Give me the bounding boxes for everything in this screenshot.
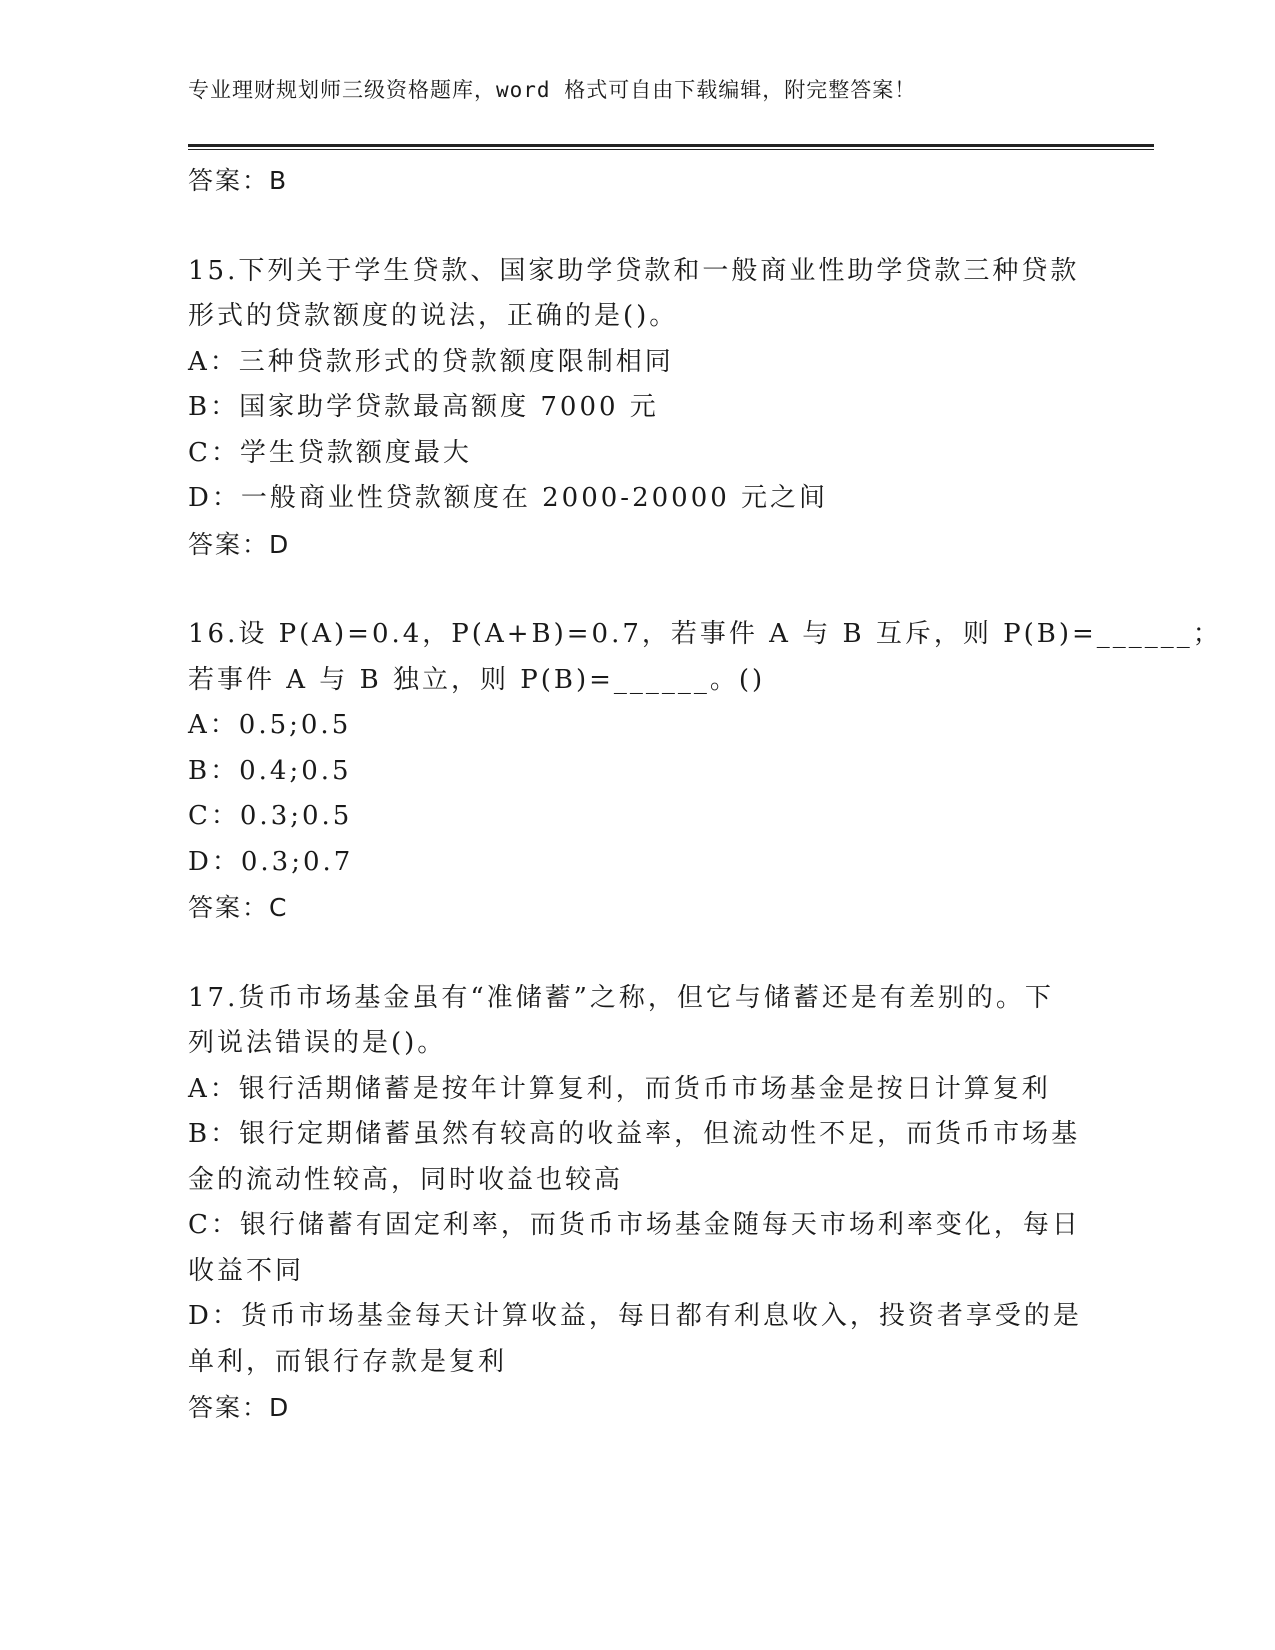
option-c: C：0.3;0.5 bbox=[188, 801, 353, 831]
previous-answer: 答案：B bbox=[188, 166, 289, 195]
answer-line: 答案：C bbox=[188, 893, 289, 922]
header-divider-thin bbox=[188, 149, 1154, 150]
option-c: C：学生贷款额度最大 bbox=[188, 437, 472, 468]
option-b-continued: 金的流动性较高，同时收益也较高 bbox=[188, 1164, 624, 1195]
answer-line: 答案：D bbox=[188, 1393, 291, 1422]
spacer bbox=[188, 567, 1088, 612]
option-c: C：银行储蓄有固定利率，而货币市场基金随每天市场利率变化，每日 bbox=[188, 1210, 1081, 1240]
question-stem-line: 若事件 A 与 B 独立，则 P(B)=______。() bbox=[188, 664, 766, 695]
option-d-continued: 单利，而银行存款是复利 bbox=[188, 1346, 508, 1377]
question-stem-line: 17.货币市场基金虽有“准储蓄”之称，但它与储蓄还是有差别的。下 bbox=[188, 982, 1054, 1013]
option-a: A：三种贷款形式的贷款额度限制相同 bbox=[188, 346, 674, 377]
option-c-continued: 收益不同 bbox=[188, 1255, 305, 1286]
spacer bbox=[188, 931, 1088, 976]
option-b: B：0.4;0.5 bbox=[188, 755, 352, 786]
header-divider bbox=[188, 144, 1154, 147]
question-block bbox=[188, 612, 1222, 931]
question-stem-line: 列说法错误的是()。 bbox=[188, 1028, 447, 1058]
spacer bbox=[188, 204, 1088, 249]
question-stem-line: 16.设 P(A)=0.4，P(A+B)=0.7，若事件 A 与 B 互斥，则 P(B)=______； bbox=[188, 619, 1222, 649]
option-b: B：国家助学贷款最高额度 7000 元 bbox=[188, 392, 659, 422]
option-d: D：货币市场基金每天计算收益，每日都有利息收入，投资者享受的是 bbox=[188, 1301, 1082, 1331]
option-b: B：银行定期储蓄虽然有较高的收益率，但流动性不足，而货币市场基 bbox=[188, 1119, 1081, 1149]
option-a: A：银行活期储蓄是按年计算复利，而货币市场基金是按日计算复利 bbox=[188, 1073, 1051, 1104]
document-body bbox=[188, 158, 1222, 1431]
option-d: D：0.3;0.7 bbox=[188, 846, 354, 877]
option-d: D：一般商业性贷款额度在 2000-20000 元之间 bbox=[188, 483, 829, 513]
question-block bbox=[188, 249, 1088, 568]
question-stem-line: 15.下列关于学生贷款、国家助学贷款和一般商业性助学贷款三种贷款 bbox=[188, 255, 1080, 286]
option-a: A：0.5;0.5 bbox=[188, 710, 352, 740]
answer-line: 答案：D bbox=[188, 529, 291, 559]
page-header: 专业理财规划师三级资格题库，word 格式可自由下载编辑，附完整答案！ bbox=[188, 78, 917, 102]
question-block bbox=[188, 976, 1088, 1431]
question-stem-line: 形式的贷款额度的说法，正确的是()。 bbox=[188, 301, 679, 331]
